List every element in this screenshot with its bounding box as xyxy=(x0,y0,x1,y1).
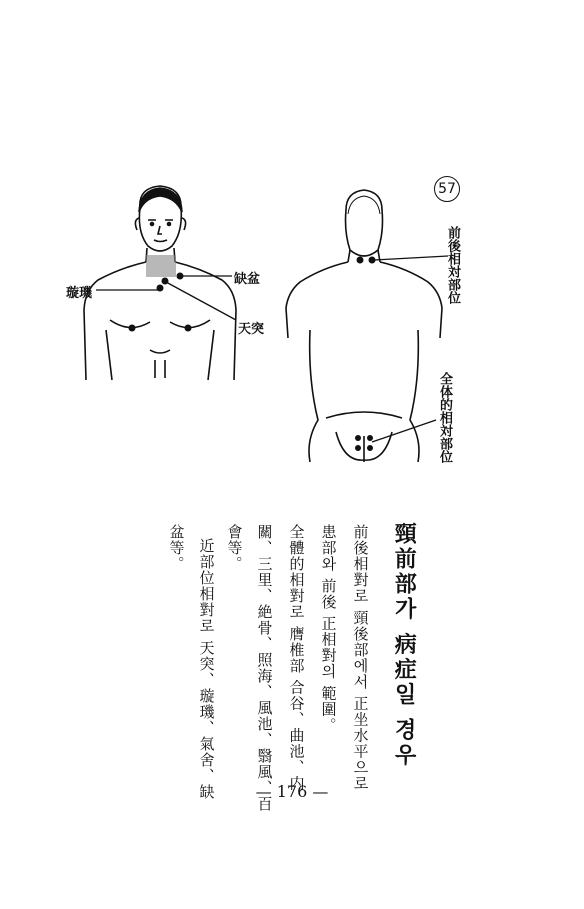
front-body-outline xyxy=(84,186,236,380)
label-tiantu: 天突 xyxy=(238,322,265,337)
label-front-back-relative: 前後相対部位 xyxy=(445,226,460,304)
figure-number-badge: 57 xyxy=(434,176,460,202)
page-number: — 176 — xyxy=(255,782,329,801)
neck-shaded-area xyxy=(146,255,176,277)
text-column-2: 患部와 前後 正相對의 範圍。 xyxy=(319,524,338,734)
label-xuanji: 璇璣 xyxy=(66,286,93,301)
right-nipple-point xyxy=(185,325,192,332)
front-acupoints xyxy=(129,273,192,332)
section-heading: 頸前部가 病症일 경우 xyxy=(391,522,418,769)
quepen-point xyxy=(177,273,184,280)
back-body-outline xyxy=(286,190,442,462)
text-column-3: 全體的相對로 膺椎部 合谷、曲池、内 xyxy=(287,524,306,792)
label-quepen: 缺盆 xyxy=(234,272,261,287)
text-column-1: 前後相對로 頸後部에서 正坐水平으로 xyxy=(351,524,370,792)
text-column-6: 近部位相對로 天突、璇璣、氣舍、缺 xyxy=(197,538,216,800)
front-leader-lines xyxy=(96,276,236,320)
back-acupoints xyxy=(355,257,376,452)
left-nipple-point xyxy=(129,325,136,332)
label-overall-relative: 全体的相対部位 xyxy=(437,372,452,463)
text-column-7: 盆等。 xyxy=(167,524,186,572)
text-column-5: 會等。 xyxy=(225,524,244,572)
text-column-4: 關、三里、絶骨、照海、風池、翳風、百 xyxy=(255,524,274,812)
